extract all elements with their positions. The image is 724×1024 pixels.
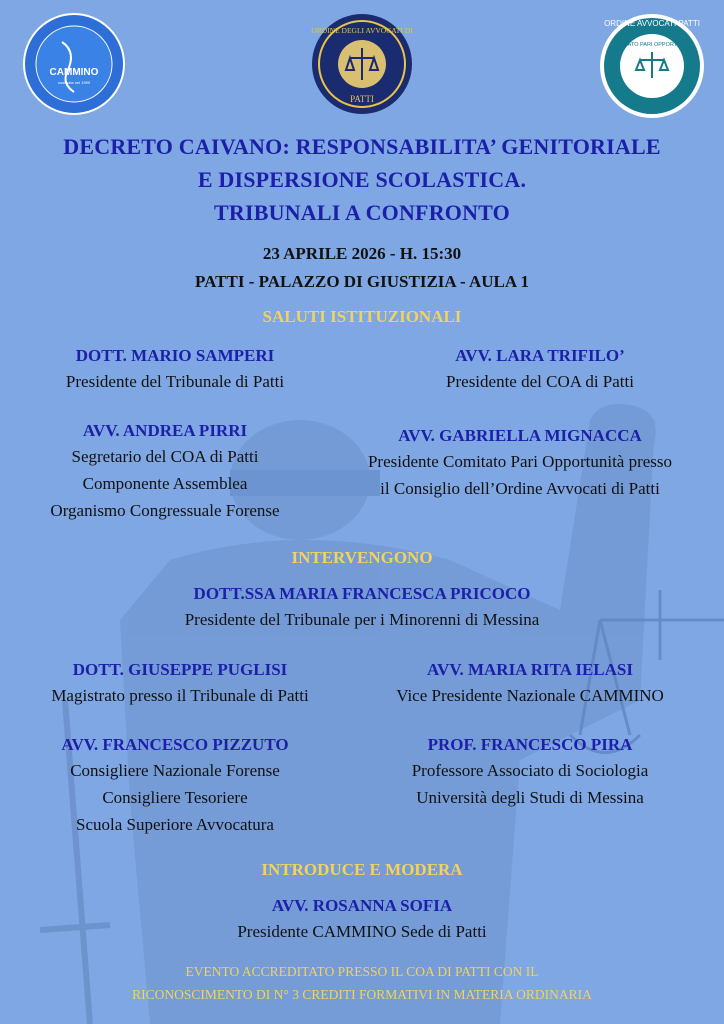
accreditation-note — [0, 960, 724, 1006]
intervengono-heading: INTERVENGONO — [291, 548, 433, 567]
speaker-pizzuto — [20, 733, 330, 838]
speaker-role: Presidente del Tribunale per i Minorenni di Messina — [184, 610, 540, 629]
speaker-sofia — [0, 894, 724, 945]
event-location: PATTI - PALAZZO DI GIUSTIZIA - AULA 1 — [195, 272, 529, 291]
title-line-3: TRIBUNALI A CONFRONTO — [214, 200, 510, 225]
svg-text:COMITATO PARI OPPORTUNITÀ: COMITATO PARI OPPORTUNITÀ — [610, 42, 694, 48]
speaker-name: AVV. FRANCESCO PIZZUTO — [61, 735, 289, 754]
speaker-name: AVV. GABRIELLA MIGNACCA — [398, 426, 642, 445]
speaker-puglisi — [10, 658, 350, 709]
title-line-1: DECRETO CAIVANO: RESPONSABILITA’ GENITORIALE — [63, 134, 661, 159]
speaker-pirri — [10, 419, 320, 524]
event-info — [0, 240, 724, 296]
speaker-role: Consigliere Nazionale Forense — [70, 761, 280, 780]
cammino-logo — [22, 12, 126, 116]
cammino-logo-text: CAMMINO — [49, 67, 99, 78]
speaker-role: il Consiglio dell’Ordine Avvocati di Patti — [380, 479, 660, 498]
speaker-name: DOTT. MARIO SAMPERI — [75, 346, 275, 365]
speaker-pricoco — [0, 582, 724, 633]
speaker-name: AVV. ANDREA PIRRI — [82, 421, 248, 440]
speaker-name: DOTT. GIUSEPPE PUGLISI — [72, 660, 288, 679]
svg-text:costituita nel 1999: costituita nel 1999 — [57, 80, 91, 85]
speaker-role: Organismo Congressuale Forense — [50, 501, 280, 520]
speaker-name: DOTT.SSA MARIA FRANCESCA PRICOCO — [193, 584, 531, 603]
speaker-role: Presidente CAMMINO Sede di Patti — [237, 922, 487, 941]
saluti-heading: SALUTI ISTITUZIONALI — [262, 307, 462, 326]
accreditation-line-2: RICONOSCIMENTO DI N° 3 CREDITI FORMATIVI IN MATERIA ORDINARIA — [132, 987, 592, 1002]
speaker-trifilo — [370, 344, 710, 395]
speaker-role: Segretario del COA di Patti — [71, 447, 259, 466]
svg-text:PATTI: PATTI — [350, 94, 374, 104]
speaker-name: AVV. LARA TRIFILO’ — [455, 346, 625, 365]
speaker-role: Consigliere Tesoriere — [102, 788, 248, 807]
ordine-avvocati-patti-logo — [310, 12, 414, 116]
speaker-role: Magistrato presso il Tribunale di Patti — [51, 686, 309, 705]
pari-opportunita-logo — [598, 12, 706, 120]
event-date-time: 23 APRILE 2026 - H. 15:30 — [262, 244, 462, 263]
speaker-pira — [360, 733, 700, 811]
modera-heading: INTRODUCE E MODERA — [261, 860, 463, 879]
speaker-name: AVV. MARIA RITA IELASI — [427, 660, 633, 679]
speaker-role: Presidente Comitato Pari Opportunità presso — [367, 452, 673, 471]
event-title — [0, 130, 724, 229]
speaker-role: Università degli Studi di Messina — [416, 788, 644, 807]
speaker-name: AVV. ROSANNA SOFIA — [271, 896, 453, 915]
accreditation-line-1: EVENTO ACCREDITATO PRESSO IL COA DI PATTI CON IL — [185, 964, 539, 979]
speaker-role: Professore Associato di Sociologia — [411, 761, 649, 780]
speaker-role: Vice Presidente Nazionale CAMMINO — [396, 686, 664, 705]
svg-text:ORDINE AVVOCATI PATTI: ORDINE AVVOCATI PATTI — [604, 19, 700, 28]
speaker-mignacca — [320, 424, 720, 502]
speaker-samperi — [20, 344, 330, 395]
speaker-role: Presidente del COA di Patti — [446, 372, 634, 391]
speaker-role: Presidente del Tribunale di Patti — [65, 372, 285, 391]
svg-text:ORDINE DEGLI AVVOCATI DI: ORDINE DEGLI AVVOCATI DI — [311, 26, 413, 35]
speaker-role: Scuola Superiore Avvocatura — [76, 815, 274, 834]
speaker-role: Componente Assemblea — [82, 474, 248, 493]
speaker-name: PROF. FRANCESCO PIRA — [427, 735, 633, 754]
title-line-2: E DISPERSIONE SCOLASTICA. — [197, 167, 527, 192]
speaker-ielasi — [360, 658, 700, 709]
